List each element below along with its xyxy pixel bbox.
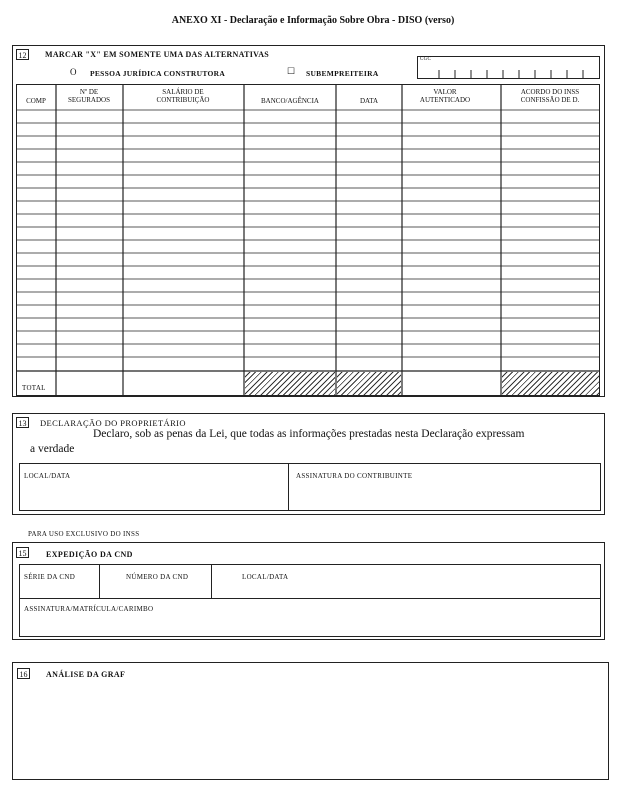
- option-sub-checkbox[interactable]: ☐: [287, 66, 296, 76]
- cnd-col-divider-1: [99, 564, 100, 598]
- declaration-text-line1: Declaro, sob as penas da Lei, que todas as informações prestadas nesta Declaração expressam: [93, 428, 525, 440]
- declaration-fields: [19, 463, 601, 511]
- cnd-serie-label[interactable]: SÉRIE DA CND: [24, 573, 76, 581]
- section-12-number: 12: [16, 49, 29, 60]
- option-pj-label: PESSOA JURÍDICA CONSTRUTORA: [90, 69, 226, 78]
- owner-signature-label[interactable]: ASSINATURA DO CONTRIBUINTE: [296, 472, 413, 480]
- cnd-col-divider-2: [211, 564, 212, 598]
- cnd-signature-label[interactable]: ASSINATURA/MATRÍCULA/CARIMBO: [24, 605, 154, 613]
- total-label: TOTAL: [22, 384, 46, 392]
- cgc-label: CGC: [420, 57, 432, 62]
- option-sub-label: SUBEMPREITEIRA: [306, 69, 379, 78]
- section-12-instruction: MARCAR "X" EM SOMENTE UMA DAS ALTERNATIVAS: [45, 50, 270, 59]
- section-16-title: ANÁLISE DA GRAF: [46, 670, 126, 679]
- cnd-local-data-label[interactable]: LOCAL/DATA: [242, 573, 289, 581]
- col-header-segurados: Nº DE SEGURADOS: [67, 88, 110, 104]
- col-header-acordo: ACORDO DO INSS CONFISSÃO DE D.: [520, 88, 580, 104]
- section-13-title: DECLARAÇÃO DO PROPRIETÁRIO: [40, 418, 186, 428]
- total-acordo-hatched: [502, 372, 599, 395]
- cnd-fields: [19, 564, 601, 637]
- page-title: ANEXO XI - Declaração e Informação Sobre Obra - DISO (verso): [171, 15, 455, 26]
- section-15-number: 15: [16, 547, 29, 558]
- col-header-data: DATA: [359, 97, 379, 105]
- declaration-text-line2: a verdade: [30, 443, 75, 455]
- cnd-numero-label[interactable]: NÚMERO DA CND: [126, 573, 189, 581]
- declaration-divider: [288, 463, 289, 511]
- contribution-table-grid: [16, 84, 600, 396]
- inss-exclusive-note: PARA USO EXCLUSIVO DO INSS: [28, 530, 140, 538]
- col-header-banco: BANCO/AGÊNCIA: [261, 97, 319, 105]
- col-header-comp: COMP: [26, 97, 46, 105]
- section-16: [12, 662, 609, 780]
- col-header-salario: SALÁRIO DE CONTRIBUIÇÃO: [156, 88, 210, 104]
- total-data-hatched: [337, 372, 401, 395]
- owner-local-data-label[interactable]: LOCAL/DATA: [24, 472, 71, 480]
- option-pj-radio[interactable]: O: [70, 67, 77, 77]
- cnd-row-divider: [19, 598, 601, 599]
- section-13-number: 13: [16, 417, 29, 428]
- cgc-digit-ticks: [417, 56, 600, 79]
- col-header-valor: VALOR AUTENTICADO: [419, 88, 471, 104]
- total-banco-hatched: [245, 372, 335, 395]
- section-15-title: EXPEDIÇÃO DA CND: [46, 550, 133, 559]
- section-16-number: 16: [17, 668, 30, 679]
